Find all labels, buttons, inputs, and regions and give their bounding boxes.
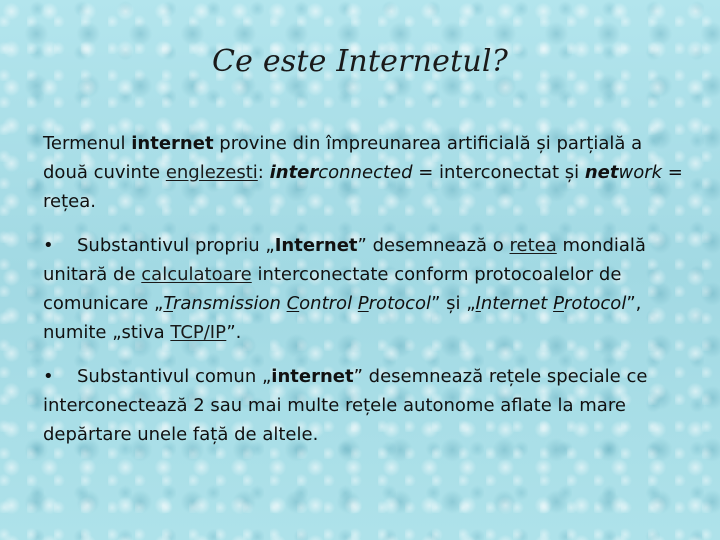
underlined-initial: T bbox=[163, 293, 173, 314]
bullet-icon: • bbox=[43, 366, 54, 387]
link-calculatoare[interactable]: calculatoare bbox=[141, 264, 252, 285]
italic-connected: connected bbox=[318, 162, 413, 183]
text: Substantivul comun „ bbox=[77, 366, 272, 387]
link-englezesti[interactable]: englezesti bbox=[165, 162, 258, 183]
underlined-initial: I bbox=[475, 293, 481, 314]
italic-text: ontrol bbox=[299, 293, 358, 314]
italic-text: rotocol bbox=[368, 293, 432, 314]
text: : bbox=[257, 162, 270, 183]
bold-term: internet bbox=[131, 133, 214, 154]
underlined-initial: C bbox=[286, 293, 300, 314]
text: = interconectat și bbox=[412, 162, 585, 183]
text: ” și „ bbox=[431, 293, 476, 314]
paragraph-definition bbox=[43, 129, 683, 216]
text: mondială unitară de bbox=[43, 235, 646, 285]
italic-text: rotocol bbox=[563, 293, 627, 314]
link-retea[interactable]: retea bbox=[509, 235, 557, 256]
italic-text: ransmission bbox=[172, 293, 287, 314]
slide-title: Ce este Internetul? bbox=[212, 44, 508, 79]
text: ”. bbox=[226, 322, 242, 343]
bold-italic-net: net bbox=[584, 162, 619, 183]
underlined-initial: P bbox=[553, 293, 564, 314]
text: ” desemnează rețele speciale ce interconectează 2 sau mai multe rețele autonome aflate la mare depărtare unele față de altele. bbox=[43, 366, 648, 445]
text: Termenul bbox=[43, 133, 132, 154]
bullet-icon: • bbox=[43, 235, 54, 256]
paragraph-common-noun bbox=[43, 362, 683, 449]
text: interconectate conform protocoalelor de comunicare „ bbox=[43, 264, 622, 314]
text: provine din împreunarea artificială și parțială a două cuvinte bbox=[43, 133, 643, 183]
underlined-initial: P bbox=[357, 293, 369, 314]
bold-italic-inter: inter bbox=[269, 162, 319, 183]
link-tcp-ip[interactable]: TCP/IP bbox=[170, 322, 227, 343]
paragraph-proper-noun bbox=[43, 231, 683, 347]
text: Substantivul propriu „ bbox=[77, 235, 275, 256]
text: ” desemnează o bbox=[357, 235, 510, 256]
text: = rețea. bbox=[43, 162, 683, 212]
bold-term: Internet bbox=[274, 235, 358, 256]
italic-text: nternet bbox=[480, 293, 554, 314]
bold-term: internet bbox=[271, 366, 354, 387]
slide-body bbox=[43, 129, 683, 449]
text: ”, numite „stiva bbox=[43, 293, 642, 343]
italic-work: work bbox=[618, 162, 663, 183]
